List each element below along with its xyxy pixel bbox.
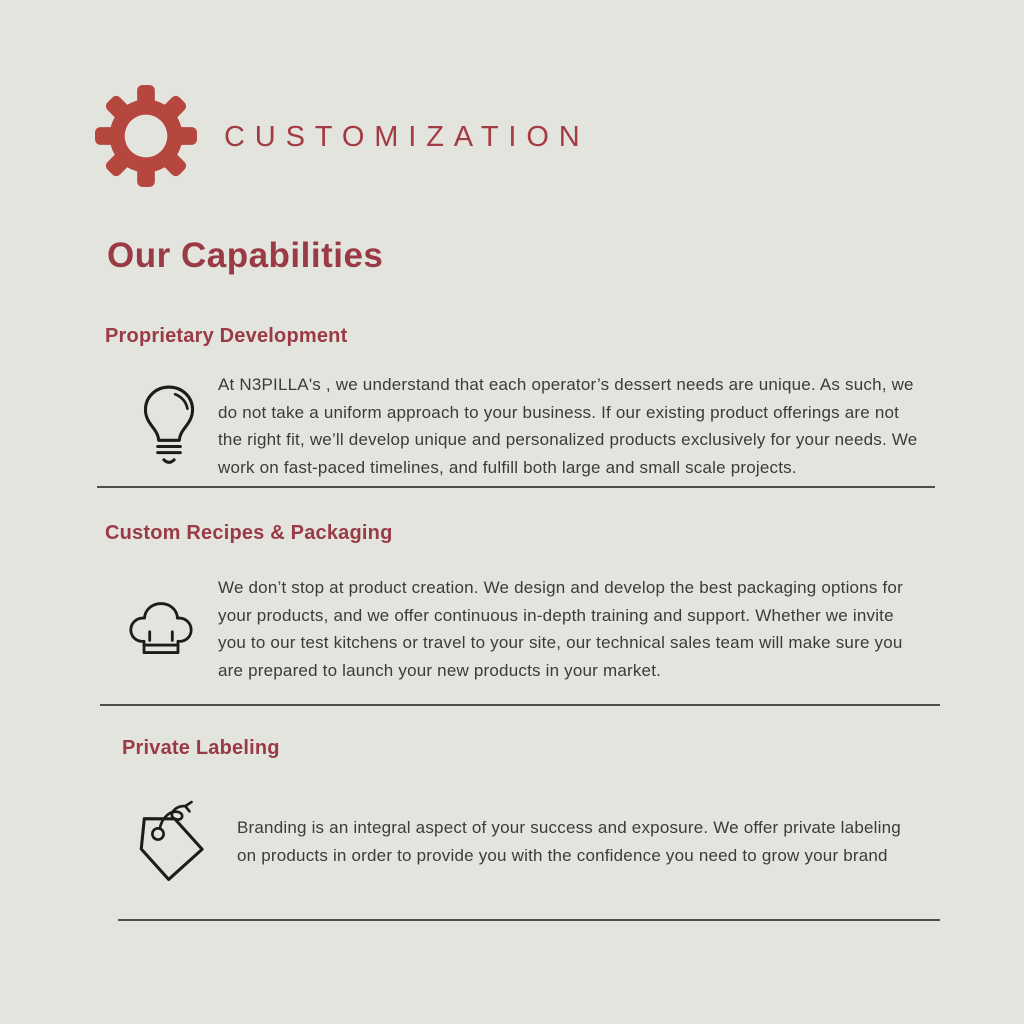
- section-body-private-labeling: Branding is an integral aspect of your success and exposure. We offer private labeling on products in order to provide you with the confidence you need to grow your brand: [237, 818, 901, 865]
- section-divider: [118, 919, 940, 921]
- brand-header: [94, 84, 590, 190]
- chef-hat-icon: [128, 593, 194, 665]
- page-title: Our Capabilities: [107, 236, 384, 275]
- section-body-custom-recipes-packaging: We don’t stop at product creation. We design and develop the best packaging options for your products, and we offer continuous in-depth training and support. Whether we invite you to our test kitchens or travel to your site, our technical sales team will make sure you are prepared to launch your new products in your market.: [218, 578, 903, 680]
- tag-icon: [128, 794, 214, 890]
- section-heading-proprietary-development: Proprietary Development: [105, 325, 348, 347]
- gear-icon: [94, 84, 198, 190]
- section-heading-custom-recipes-packaging: Custom Recipes & Packaging: [105, 522, 393, 544]
- section-heading-private-labeling: Private Labeling: [122, 737, 280, 759]
- section-divider: [97, 486, 935, 488]
- section-body-proprietary-development: At N3PILLA's , we understand that each operator’s dessert needs are unique. As such, we do not take a uniform approach to your business. If our existing product offerings are not the right fit, we’ll develop unique and personalized products exclusively for your needs. We work on fast-paced timelines, and fulfill both large and small scale projects.: [218, 375, 918, 477]
- lightbulb-icon: [137, 383, 201, 469]
- brand-title: CUSTOMIZATION: [224, 120, 590, 153]
- section-divider: [100, 704, 940, 706]
